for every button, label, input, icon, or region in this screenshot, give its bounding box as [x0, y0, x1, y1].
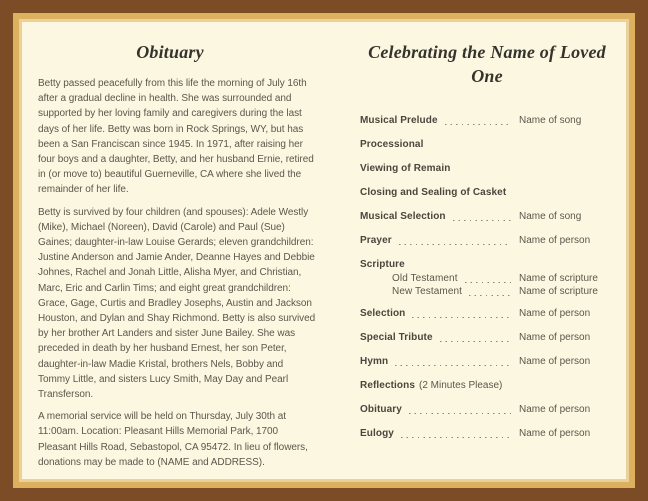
dotted-leader	[453, 217, 511, 221]
decorative-gold-frame	[13, 13, 635, 488]
service-item-scripture	[360, 259, 614, 270]
service-item-label: Musical Selection	[360, 211, 446, 222]
service-item-value: Name of person	[519, 308, 591, 319]
service-item-hymn	[360, 356, 614, 367]
service-item-obituary	[360, 404, 614, 415]
dotted-leader	[401, 434, 511, 438]
service-item-closing-casket	[360, 187, 614, 198]
service-item-musical-selection	[360, 211, 614, 222]
service-item-prayer	[360, 235, 614, 246]
service-item-processional	[360, 139, 614, 150]
dotted-leader	[440, 338, 511, 342]
service-item-label: Eulogy	[360, 428, 394, 439]
service-item-value: Name of song	[519, 211, 582, 222]
dotted-leader	[469, 292, 511, 296]
obituary-paragraph-1: Betty passed peacefully from this life the morning of July 16th after a gradual decline in health. She was surrounded and supported by her loving family and caregivers during the last days of her life. Betty was born in Rock Springs, WY, but has been a San Franciscan since 1945. In 1971, after raising her four boys and a daughter, Betty, and her husband Ernie, retired in (or move to) beautiful Guerneville, CA where she lived the remainder of her life.	[38, 78, 314, 196]
service-subitem-new-testament	[360, 286, 614, 297]
service-item-reflections	[360, 380, 614, 391]
dotted-leader	[465, 279, 511, 283]
obituary-text	[38, 76, 316, 470]
service-subitem-old-testament	[360, 273, 614, 284]
obituary-paragraph-2: Betty is survived by four children (and spouses): Adele Westly (Mike), Michael (Noreen), David (Carole) and Paul (Sue) Gaines; daughter-in-law Louise Gerards; eleven grandchildren: Justine Anderson and Jamie Ander, Deanne Hayes and Debbie Johnes, Rachel and Jonah Little, Alisha Myer, and Christian, Marc, Eric and Carlin Tims; and eight great grandchildren: Grace, Gage, Curtis and Bradley Josephs, Austin and Jackson Houston, and Dylan and Shay Richmond. Betty is also survived by her brother Art Landers and sister June Bailey. She was preceded in death by her husband Ernest, her son Peter, daughter-in-law Madie Kristal, brothers Nels, Bobby and Tommy Little, and sisters Lucy Smith, May Day and Pearl Transferson.	[38, 206, 316, 401]
service-item-label: Special Tribute	[360, 332, 433, 343]
service-subitem-value: Name of scripture	[519, 273, 598, 284]
service-subitem-label: Old Testament	[392, 273, 458, 284]
service-item-label: Processional	[360, 139, 424, 150]
service-item-special-tribute	[360, 332, 614, 343]
service-item-value: Name of person	[519, 428, 591, 439]
service-item-eulogy	[360, 428, 614, 439]
service-item-value: Name of person	[519, 356, 591, 367]
obituary-title: Obituary	[136, 42, 204, 62]
service-item-value: Name of person	[519, 404, 591, 415]
service-subitem-label: New Testament	[392, 286, 463, 297]
dotted-leader	[445, 121, 511, 125]
service-item-label: Musical Prelude	[360, 115, 438, 126]
order-of-service-panel	[360, 40, 614, 465]
service-item-label: Selection	[360, 308, 406, 319]
service-list	[360, 115, 614, 439]
dotted-leader	[395, 362, 511, 366]
service-item-value: Name of song	[519, 115, 582, 126]
service-item-note: (2 Minutes Please)	[419, 380, 503, 391]
dotted-leader	[412, 314, 511, 318]
service-item-label: Viewing of Remain	[360, 163, 451, 174]
service-item-label: Prayer	[360, 235, 392, 246]
dotted-leader	[399, 241, 511, 245]
dotted-leader	[409, 410, 511, 414]
service-item-value: Name of person	[519, 332, 591, 343]
obituary-paragraph-3: A memorial service will be held on Thursday, July 30th at 11:00am. Location: Pleasant Hills Memorial Park, 1700 Pleasant Hills Road, Sebastopol, CA 95472. In lieu of flowers, donations may be made to (NAME and ADDRESS).	[38, 411, 308, 468]
service-item-label: Reflections	[360, 380, 416, 391]
service-item-musical-prelude	[360, 115, 614, 126]
obituary-panel	[38, 40, 316, 468]
service-item-selection	[360, 308, 614, 319]
service-item-viewing-of-remain	[360, 163, 614, 174]
program-spread	[22, 22, 626, 479]
service-subitem-value: Name of scripture	[519, 286, 598, 297]
service-item-label: Scripture	[360, 259, 405, 270]
service-item-label: Closing and Sealing of Casket	[360, 187, 507, 198]
service-title: Celebrating the Name of Loved One	[368, 42, 606, 86]
service-item-value: Name of person	[519, 235, 591, 246]
service-item-label: Obituary	[360, 404, 402, 415]
service-item-label: Hymn	[360, 356, 389, 367]
